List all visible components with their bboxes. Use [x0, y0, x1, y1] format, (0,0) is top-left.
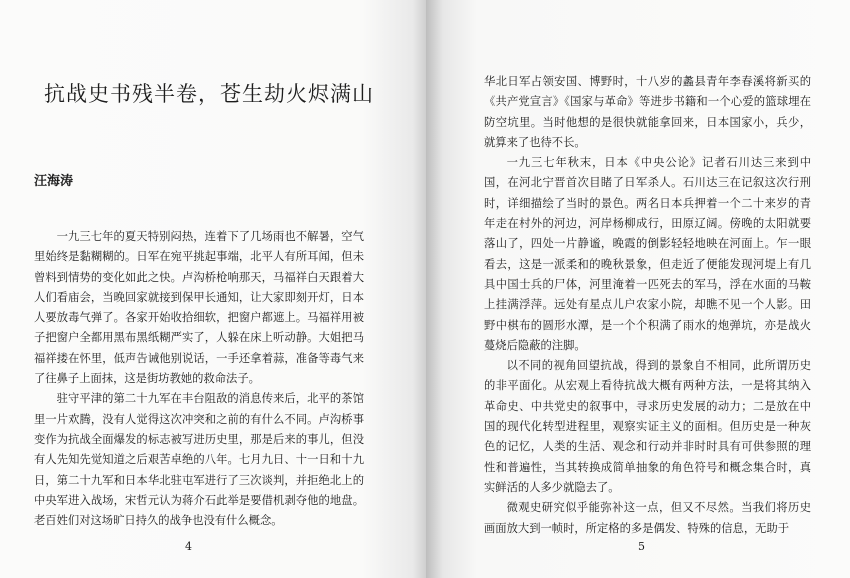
paragraph: 一九三七年的夏天特别闷热，连着下了几场雨也不解暑，空气里始终是黏糊糊的。日军在宛平挑起事端，北平人有所耳闻，但未曾料到情势的变化如此之快。卢沟桥枪响那天，马福祥白天跟着大人们看庙会，当晚回家就接到保甲长通知，让大家即刻开灯，日本人要放毒气弹了。各家开始收拾细软，把窗户都遮上。马福祥用被子把窗户全都用黑布黑纸糊严实了，人躲在床上听动静。大姐把马福祥搂在怀里，低声告诫他别说话，一手还拿着蒜，准备等毒气来了往鼻子上面抹，这是街坊教她的救命法子。	[34, 230, 364, 386]
paragraph: 驻守平津的第二十九军在丰台阻敌的消息传来后，北平的茶馆里一片欢腾，没有人觉得这次冲突和之前的有什么不同。卢沟桥事变作为抗战全面爆发的标志被写进历史里，那是后来的事儿，但没有人先知先觉知道之后艰苦卓绝的八年。七月九日、十一日和十九日，第二十九军和日本华北驻屯军进行了三次谈判，并拒绝北上的中央军进入战场，宋哲元认为蒋介石此举是要借机剥夺他的地盘。老百姓们对这场旷日持久的战争也没有什么概念。	[34, 392, 364, 528]
author-name: 汪海涛	[34, 174, 74, 189]
page-number: 5	[638, 540, 645, 553]
article-title: 抗战史书残半卷，苍生劫火烬满山	[44, 82, 374, 106]
right-page-body	[484, 72, 811, 539]
left-page-body	[34, 227, 364, 531]
paragraph: 华北日军占领安国、博野时，十八岁的蠡县青年李春溪将新买的《共产党宣言》《国家与革命》等进步书籍和一个心爱的篮球埋在防空坑里。当时他想的是很快就能拿回来，日本国家小，兵少，就算来了也待不长。	[484, 75, 811, 149]
paragraph: 微观史研究似乎能弥补这一点，但又不尽然。当我们将历史画面放大到一帧时，所定格的多是偶发、特殊的信息，无助于	[484, 501, 811, 535]
paragraph: 一九三七年秋末，日本《中央公论》记者石川达三来到中国，在河北宁晋首次目睹了日军杀人。石川达三在记叙这次行刑时，详细描绘了当时的景色。两名日本兵押着一个二十来岁的青年走在村外的河边，河岸杨柳成行，田原辽阔。傍晚的太阳就要落山了，四处一片静谧，晚霞的倒影轻轻地映在河面上。乍一眼看去，这是一派柔和的晚秋景象，但走近了便能发现河堤上有几具中国士兵的尸体，河里淹着一匹死去的军马，浮在水面的马鞍上挂满浮萍。远处有星点儿户农家小院，却瞧不见一个人影。田野中棋布的圆形水潭，是一个个积满了雨水的炮弹坑，亦是战火蔓烧后隐蔽的注脚。	[484, 156, 811, 352]
page-number: 4	[185, 540, 192, 553]
paragraph: 以不同的视角回望抗战，得到的景象自不相同，此所谓历史的非平面化。从宏观上看待抗战大概有两种方法，一是将其纳入革命史、中共党史的叙事中，寻求历史发展的动力；二是放在中国的现代化转型进程里，观察实证主义的面相。但历史是一种灰色的记忆，人类的生活、观念和行动并非时时具有可供参照的理性和普遍性，当其转换成简单抽象的角色符号和概念集合时，真实鲜活的人多少就隐去了。	[484, 359, 811, 494]
